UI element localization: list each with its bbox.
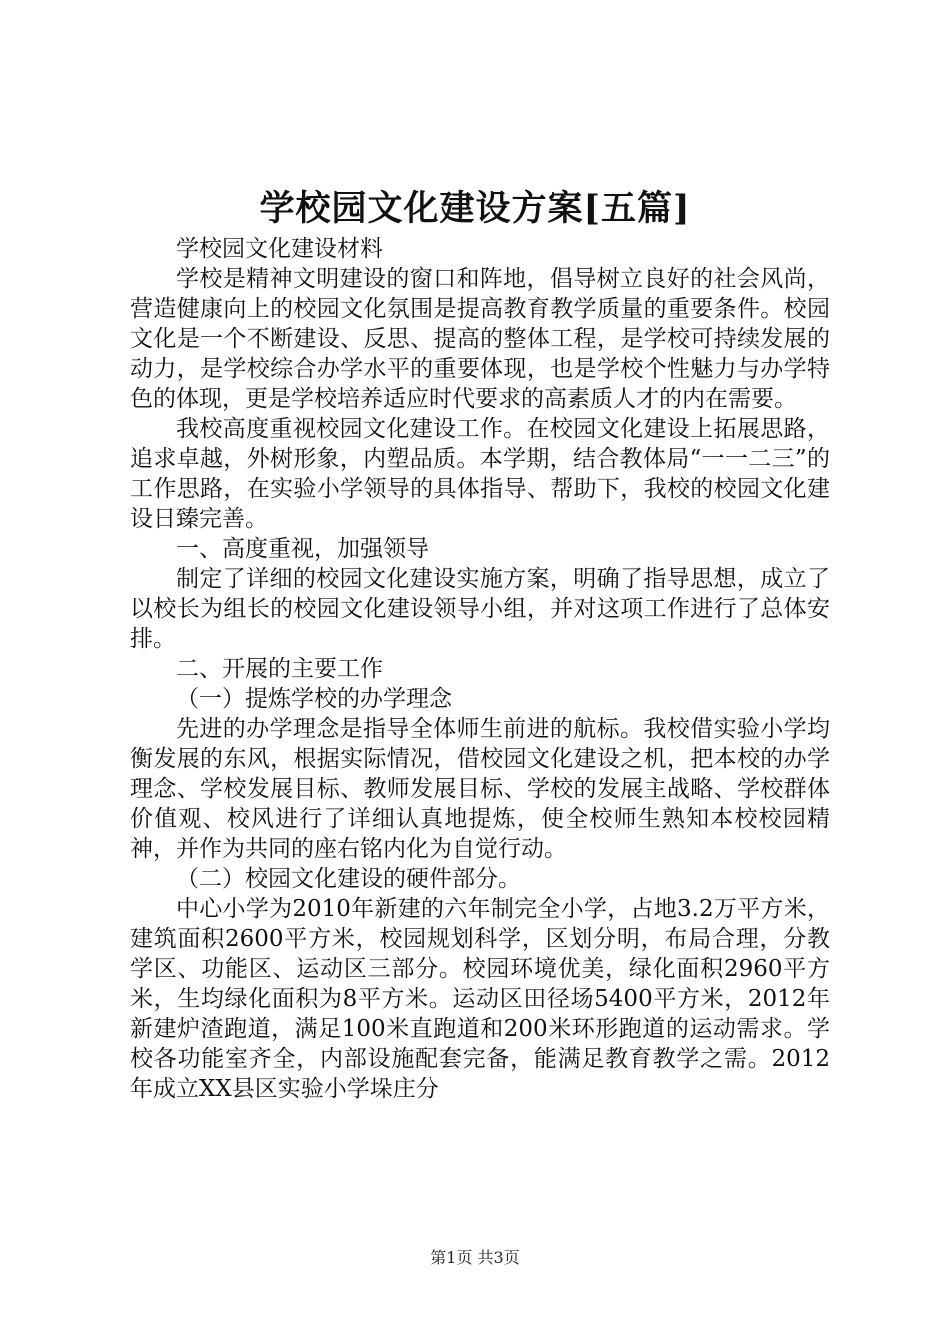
paragraph: 中心小学为2010年新建的六年制完全小学，占地3.2万平方米，建筑面积2600平方米，校园规划科学，区划分明，布局合理，分教学区、功能区、运动区三部分。校园环境优美，绿化面积2960平方米，生均绿化面积为8平方米。运动区田径场5400平方米，2012年新建炉渣跑道，满足100米直跑道和200米环形跑道的运动需求。学校各功能室齐全，内部设施配套完备，能满足教育教学之需。2012年成立XX县区实验小学垛庄分 <box>130 896 830 1102</box>
section-heading: 一、高度重视，加强领导 <box>176 536 429 562</box>
section-heading: 二、开展的主要工作 <box>176 656 383 682</box>
page-footer: 第1页 共3页 <box>430 1248 520 1267</box>
paragraph: 我校高度重视校园文化建设工作。在校园文化建设上拓展思路，追求卓越，外树形象，内塑品质。本学期，结合教体局“一一二三”的工作思路，在实验小学领导的具体指导、帮助下，我校的校园文化建设日臻完善。 <box>130 416 830 532</box>
subsection-heading: （二）校园文化建设的硬件部分。 <box>176 866 521 892</box>
paragraph: 制定了详细的校园文化建设实施方案，明确了指导思想，成立了以校长为组长的校园文化建设领导小组，并对这项工作进行了总体安排。 <box>130 566 830 652</box>
subsection-heading: （一）提炼学校的办学理念 <box>176 686 452 712</box>
paragraph: 先进的办学理念是指导全体师生前进的航标。我校借实验小学均衡发展的东风，根据实际情况，借校园文化建设之机，把本校的办学理念、学校发展目标、教师发展目标、学校的发展主战略、学校群体价值观、校风进行了详细认真地提炼，使全校师生熟知本校校园精神，并作为共同的座右铭内化为自觉行动。 <box>130 716 830 862</box>
paragraph-subtitle: 学校园文化建设材料 <box>176 236 383 262</box>
document-body <box>130 234 830 1104</box>
paragraph: 学校是精神文明建设的窗口和阵地，倡导树立良好的社会风尚，营造健康向上的校园文化氛围是提高教育教学质量的重要条件。校园文化是一个不断建设、反思、提高的整体工程，是学校可持续发展的动力，是学校综合办学水平的重要体现，也是学校个性魅力与办学特色的体现，更是学校培养适应时代要求的高素质人才的内在需要。 <box>130 266 830 412</box>
document-title: 学校园文化建设方案[五篇] <box>259 188 691 229</box>
